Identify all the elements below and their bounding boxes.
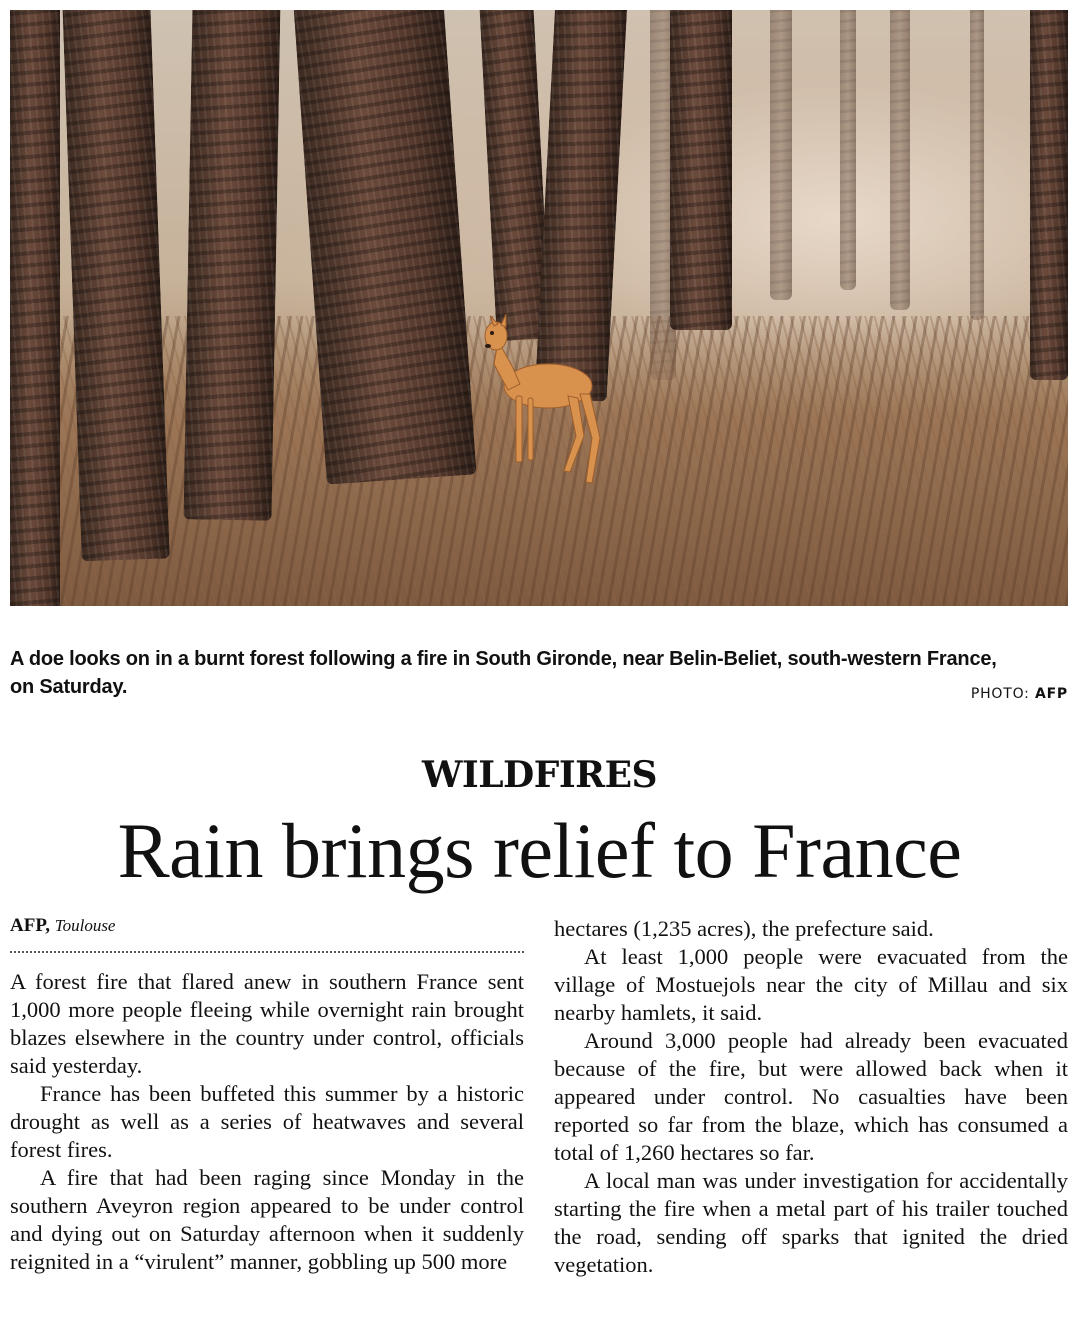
paragraph: France has been buffeted this summer by a historic drought as well as a series of heatwaves and several forest fires. [10, 1081, 524, 1162]
paragraph: At least 1,000 people were evacuated from the village of Mostuejols near the city of Millau and six nearby hamlets, it said. [554, 944, 1068, 1025]
article-column-1 [10, 968, 524, 1308]
photo-credit [971, 686, 1068, 702]
article-column-2 [554, 915, 1068, 1307]
paragraph: Around 3,000 people had already been evacuated because of the fire, but were allowed back when it appeared under control. No casualties have been reported so far from the blaze, which has consumed a total of 1,260 hectares so far. [554, 1028, 1068, 1165]
article-photo [10, 10, 1068, 606]
photo-credit-label: PHOTO: [970, 686, 1030, 702]
photo-credit-source: AFP [1034, 686, 1068, 702]
section-kicker: WILDFIRES [421, 754, 658, 796]
doe-figure [468, 306, 608, 496]
paragraph: A fire that had been raging since Monday in the southern Aveyron region appeared to be under control and dying out on Saturday afternoon when it suddenly reignited in a “virulent” manner, gobbling up 500 more [10, 1165, 524, 1274]
byline-location: Toulouse [54, 916, 116, 935]
headline: Rain brings relief to France [117, 807, 962, 894]
byline-source: AFP, [10, 915, 50, 936]
byline-divider [10, 951, 524, 953]
photo-caption: A doe looks on in a burnt forest following a fire in South Gironde, near Belin-Beliet, south-western France, on Saturday. [10, 648, 997, 698]
paragraph: A forest fire that flared anew in southern France sent 1,000 more people fleeing while overnight rain brought blazes elsewhere in the country under control, officials said yesterday. [10, 969, 524, 1078]
byline [10, 915, 524, 937]
paragraph: A local man was under investigation for accidentally starting the fire when a metal part of his trailer touched the road, sending off sparks that ignited the dried vegetation. [554, 1168, 1068, 1277]
paragraph-continuation: hectares (1,235 acres), the prefecture said. [554, 916, 934, 941]
